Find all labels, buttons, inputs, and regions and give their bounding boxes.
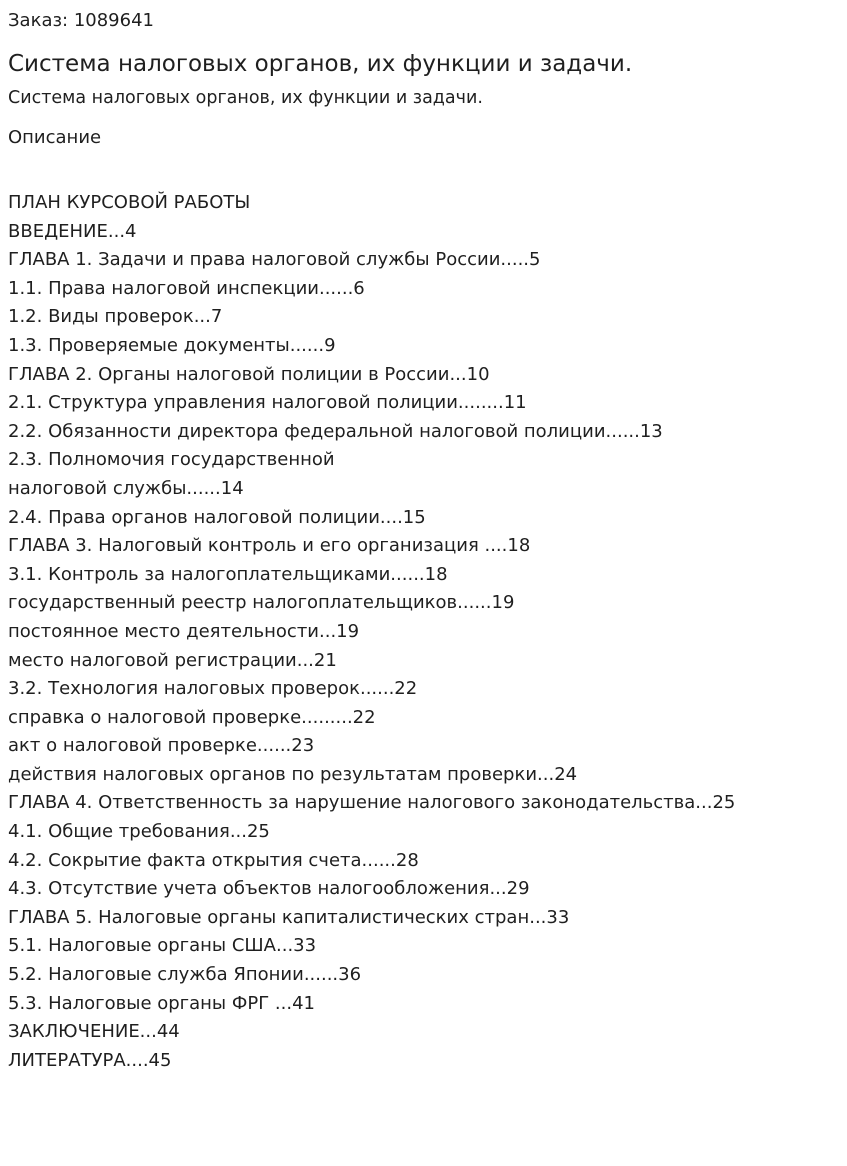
toc-line: 3.2. Технология налоговых проверок......22 <box>8 678 418 700</box>
description-heading: Описание <box>8 127 102 148</box>
toc-line: место налоговой регистрации...21 <box>8 649 337 671</box>
toc-line: ГЛАВА 3. Налоговый контроль и его организация ....18 <box>8 535 531 557</box>
toc-line: 4.2. Сокрытие факта открытия счета......28 <box>8 849 419 871</box>
toc-line: 1.1. Права налоговой инспекции......6 <box>8 277 365 299</box>
toc-line: акт о налоговой проверке......23 <box>8 735 315 757</box>
toc-line: 5.2. Налоговые служба Японии......36 <box>8 964 362 986</box>
toc-line: ГЛАВА 4. Ответственность за нарушение налогового законодательства...25 <box>8 792 736 814</box>
toc-line: ПЛАН КУРСОВОЙ РАБОТЫ <box>8 192 251 213</box>
toc-line: ГЛАВА 1. Задачи и права налоговой службы России.....5 <box>8 249 541 271</box>
toc-line: 4.3. Отсутствие учета объектов налогообложения...29 <box>8 878 530 900</box>
toc-line: 2.4. Права органов налоговой полиции....15 <box>8 506 426 528</box>
toc-line: ВВЕДЕНИЕ...4 <box>8 220 137 242</box>
toc-line: ЛИТЕРАТУРА....45 <box>8 1049 172 1071</box>
toc-line: ГЛАВА 5. Налоговые органы капиталистических стран...33 <box>8 906 570 928</box>
toc-line: 5.3. Налоговые органы ФРГ ...41 <box>8 992 315 1014</box>
toc-line: налоговой службы......14 <box>8 477 244 499</box>
toc-line: ГЛАВА 2. Органы налоговой полиции в России...10 <box>8 363 490 385</box>
page-subtitle: Система налоговых органов, их функции и задачи. <box>8 88 483 108</box>
page-title: Система налоговых органов, их функции и задачи. <box>8 51 633 77</box>
toc-line: государственный реестр налогоплательщиков......19 <box>8 592 515 614</box>
toc-line: 2.2. Обязанности директора федеральной налоговой полиции......13 <box>8 420 663 442</box>
toc-line: 2.1. Структура управления налоговой полиции........11 <box>8 392 527 414</box>
order-number: Заказ: 1089641 <box>8 10 154 31</box>
toc-line: действия налоговых органов по результатам проверки...24 <box>8 763 578 785</box>
table-of-contents <box>8 149 839 1075</box>
toc-line: 1.3. Проверяемые документы......9 <box>8 334 336 356</box>
toc-line: 1.2. Виды проверок...7 <box>8 306 223 328</box>
toc-line: 5.1. Налоговые органы США...33 <box>8 935 317 957</box>
toc-line: 4.1. Общие требования...25 <box>8 821 270 843</box>
toc-line: справка о налоговой проверке.........22 <box>8 706 376 728</box>
toc-line: 2.3. Полномочия государственной <box>8 449 335 471</box>
toc-line: 3.1. Контроль за налогоплательщиками......18 <box>8 563 448 585</box>
toc-line: ЗАКЛЮЧЕНИЕ...44 <box>8 1021 180 1043</box>
toc-line: постоянное место деятельности...19 <box>8 620 360 642</box>
